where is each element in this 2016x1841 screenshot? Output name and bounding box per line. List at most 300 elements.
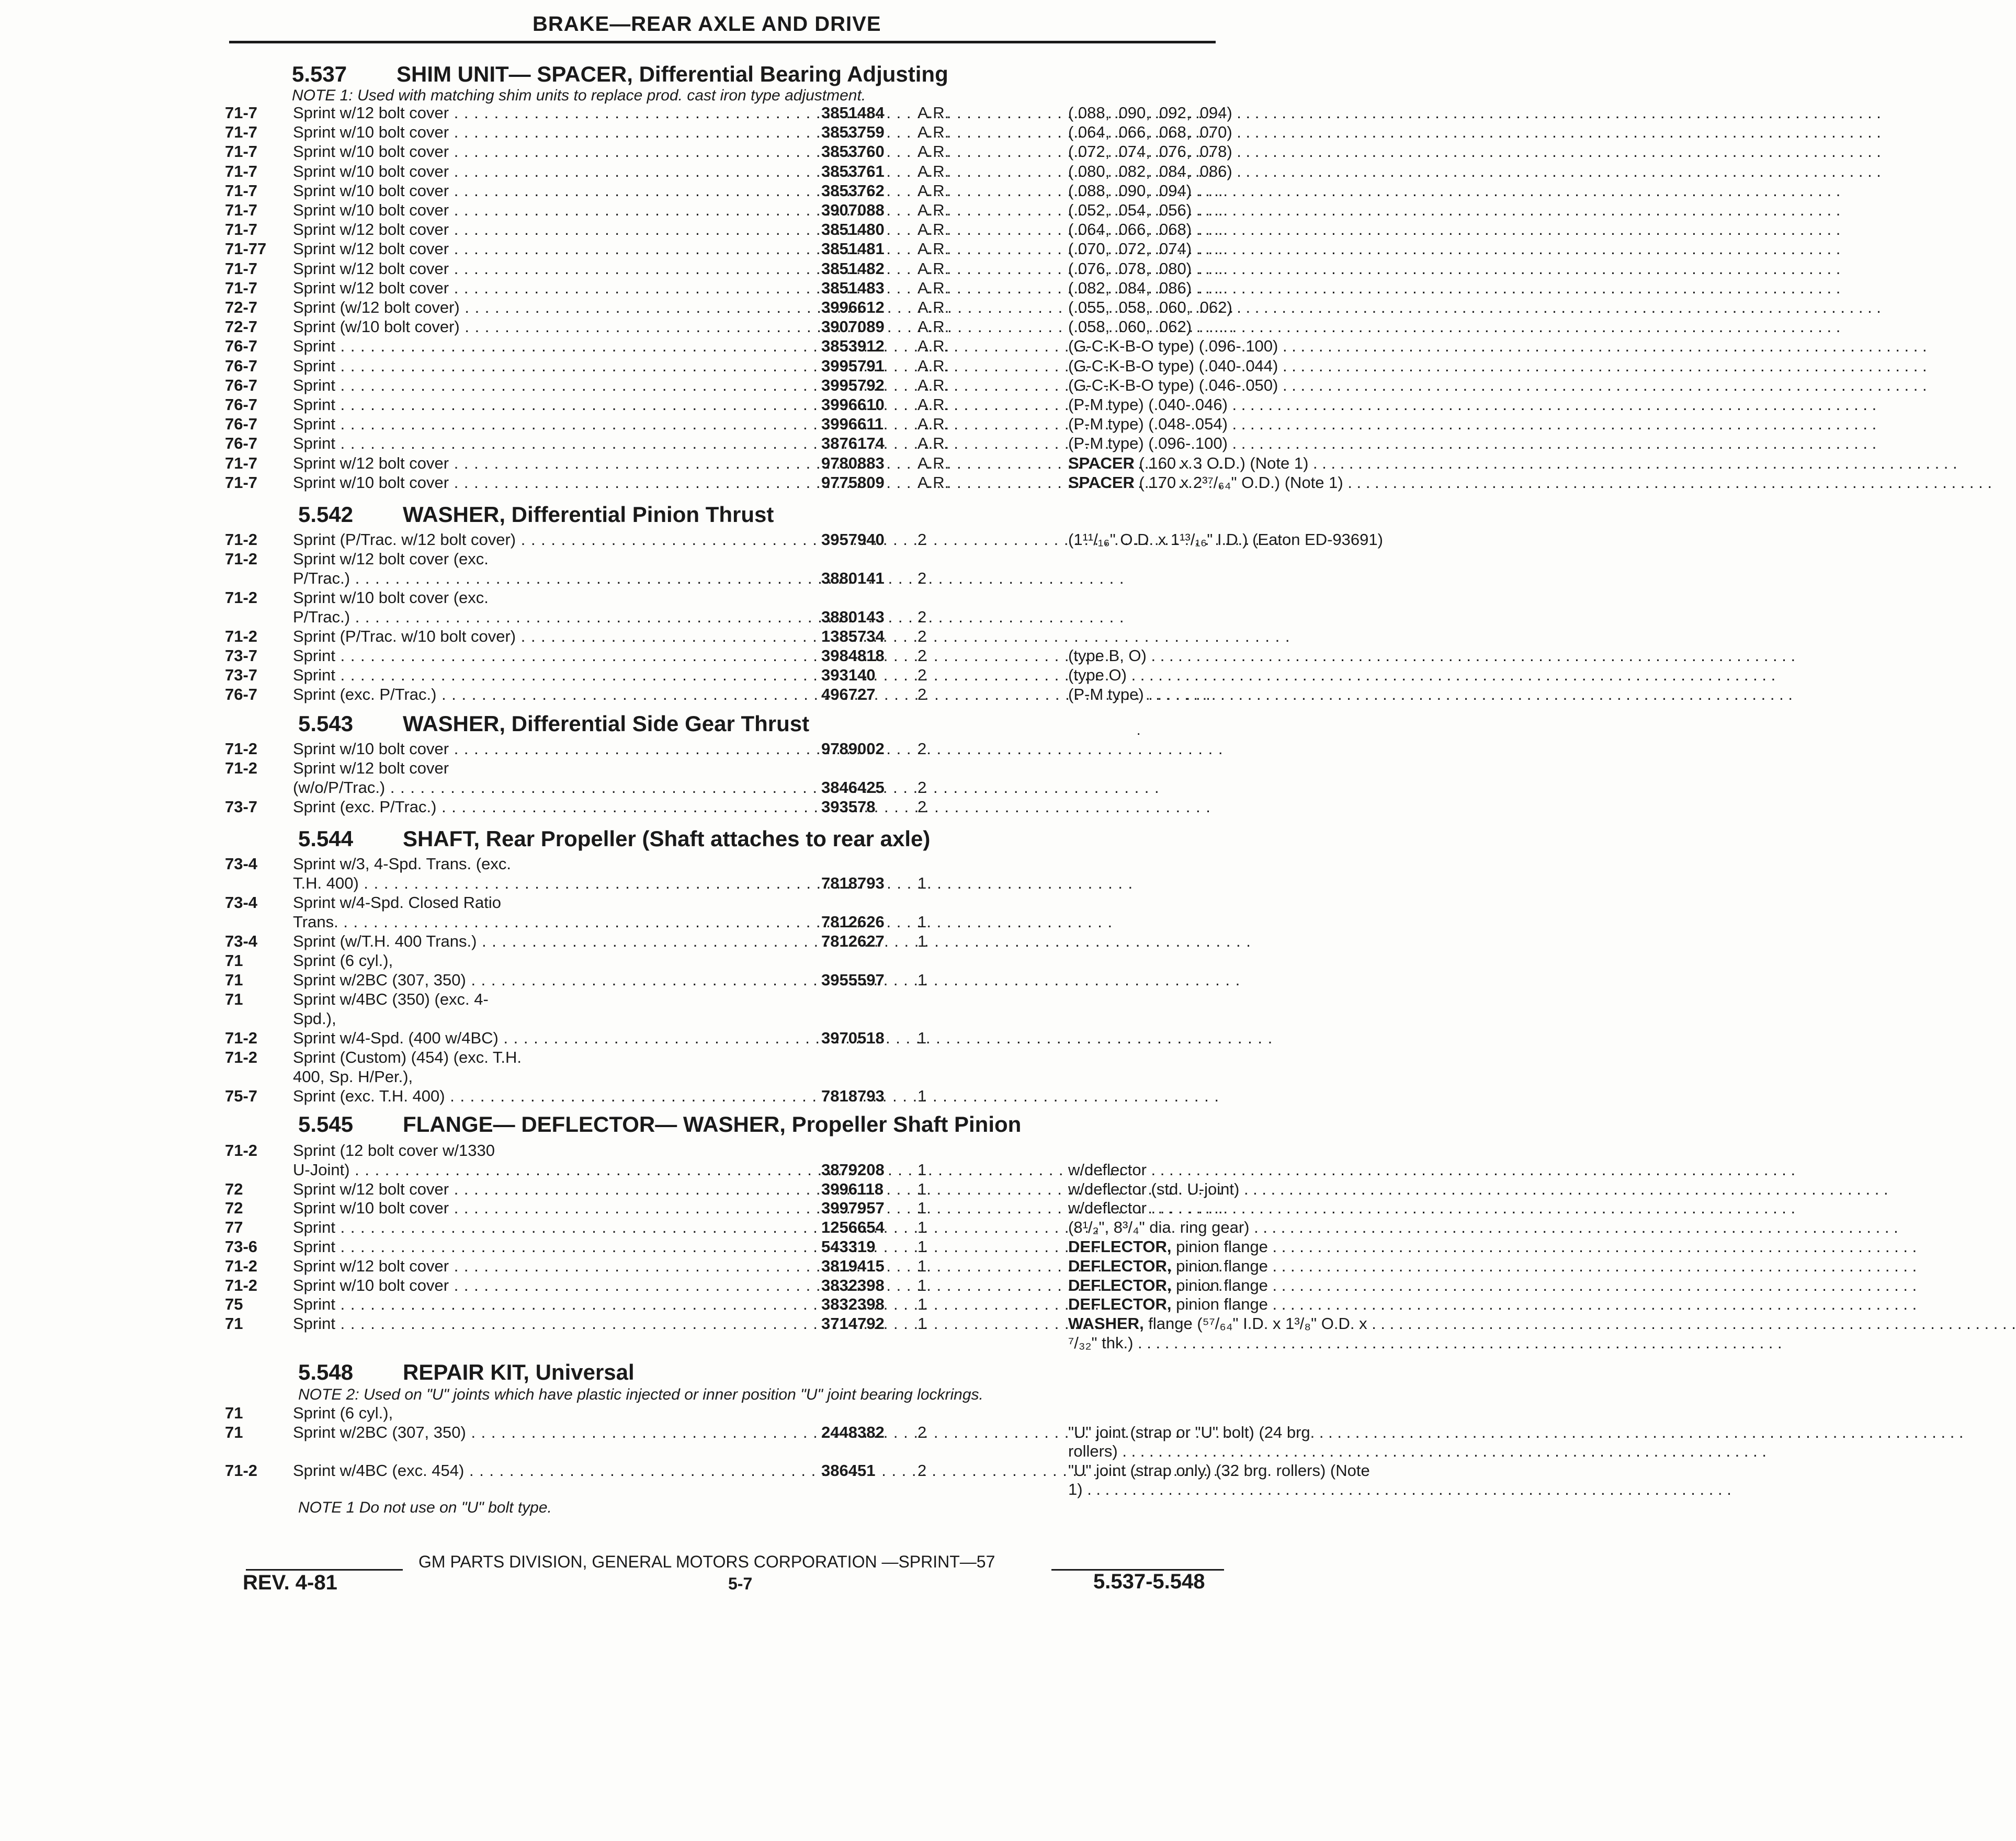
model-code: 73-7 — [225, 646, 258, 665]
section-heading — [298, 1360, 635, 1385]
table-row — [225, 1442, 1219, 1461]
model-description: Sprint . . . — [293, 1237, 803, 1256]
model-code: 71-2 — [225, 759, 258, 777]
remarks-text: pinion flange — [1171, 1237, 1268, 1256]
part-remarks — [1068, 123, 1445, 142]
remarks-text: (1¹¹/₁₆" O.D. x 1¹³/₁₆" I.D.) (Eaton ED-93691) — [1068, 530, 1383, 549]
remarks-text: (P-M type) (.096-.100) — [1068, 434, 1228, 452]
table-row — [225, 913, 1219, 932]
table-row — [225, 1067, 1219, 1087]
part-remarks — [1068, 1442, 1445, 1461]
part-number: 3851482 — [821, 259, 885, 278]
model-description: Sprint w/12 bolt cover . . . — [293, 104, 803, 122]
part-number: 3880141 — [821, 569, 885, 587]
quantity: A.R. — [918, 298, 949, 316]
quantity: 1 — [918, 1029, 927, 1047]
model-code: 71-77 — [225, 240, 267, 258]
model-description: Sprint w/10 bolt cover . . . — [293, 142, 803, 161]
model-code: 71 — [225, 990, 243, 1008]
table-row — [225, 1237, 1268, 1257]
quantity: A.R. — [918, 104, 949, 122]
section-note: NOTE 1: Used with matching shim units to replace prod. cast iron type adjustment. — [292, 87, 866, 104]
model-description: 400, Sp. H/Per.), — [293, 1067, 413, 1086]
quantity: 2 — [918, 798, 927, 816]
model-description: Sprint . . . — [293, 666, 803, 685]
quantity: 1 — [918, 913, 927, 931]
part-number: 3819415 — [821, 1257, 885, 1275]
model-description: Sprint w/12 bolt cover . . . — [293, 220, 803, 239]
model-code: 73-4 — [225, 932, 258, 950]
model-description: Sprint w/4-Spd. (400 w/4BC) . . . — [293, 1029, 803, 1048]
remarks-text: (.052, .054, .056) — [1068, 201, 1192, 219]
part-remarks — [1068, 142, 1445, 161]
part-remarks — [1068, 1161, 1445, 1179]
page-header-title: BRAKE—REAR AXLE AND DRIVE — [533, 13, 881, 36]
remarks-text: (type O) — [1068, 666, 1127, 684]
model-description: Sprint w/2BC (307, 350) . . . — [293, 1423, 803, 1442]
model-description: Sprint w/12 bolt cover . . . — [293, 259, 803, 278]
remarks-text: (.058, .060, .062) — [1068, 317, 1192, 336]
model-code: 75 — [225, 1295, 243, 1313]
part-number: 393578 — [821, 798, 876, 816]
model-code: 72-7 — [225, 298, 258, 316]
quantity: 1 — [918, 1276, 927, 1294]
part-number: 3996611 — [821, 415, 884, 433]
table-row — [225, 740, 1219, 759]
part-number: 3907088 — [821, 201, 885, 219]
model-description: Sprint . . . — [293, 646, 803, 665]
model-description: Sprint (P/Trac. w/12 bolt cover) . . . — [293, 530, 803, 549]
quantity: 1 — [918, 1180, 927, 1198]
table-row — [225, 1461, 1370, 1481]
part-number: 3996612 — [821, 298, 885, 316]
part-remarks — [1068, 685, 1445, 704]
table-row — [225, 434, 1228, 453]
remarks-keyword: SPACER — [1068, 454, 1135, 472]
quantity: 2 — [918, 569, 927, 587]
part-number: 3996118 — [821, 1180, 884, 1198]
table-row — [225, 798, 1219, 817]
part-remarks — [1068, 1314, 1445, 1333]
table-row — [225, 666, 1219, 685]
part-number: 3846425 — [821, 778, 885, 797]
remarks-text: (8¹/₂", 8³/₄" dia. ring gear) — [1068, 1218, 1250, 1236]
part-number: 2448382 — [821, 1423, 885, 1441]
footer-section-range: 5.537-5.548 — [1093, 1570, 1205, 1593]
model-code: 71-2 — [225, 1276, 258, 1294]
model-description: Sprint w/10 bolt cover (exc. — [293, 588, 489, 607]
quantity: 2 — [918, 1423, 927, 1441]
model-code: 71-7 — [225, 162, 258, 180]
quantity: A.R. — [918, 279, 949, 297]
part-number: 3853759 — [821, 123, 885, 141]
part-number: 386451 — [821, 1461, 876, 1480]
model-description: Sprint (exc. P/Trac.) . . . — [293, 685, 803, 704]
model-description: Sprint w/12 bolt cover (exc. — [293, 550, 489, 568]
table-row — [225, 1295, 1268, 1314]
quantity: 1 — [918, 1295, 927, 1313]
remarks-text: pinion flange — [1171, 1276, 1268, 1294]
table-row — [225, 627, 1219, 646]
footer-revision: REV. 4-81 — [243, 1571, 337, 1594]
table-row — [225, 971, 1219, 990]
part-number: 3957940 — [821, 530, 885, 549]
quantity: 1 — [918, 1314, 927, 1333]
part-remarks — [1068, 666, 1445, 685]
section-heading — [298, 826, 930, 851]
part-remarks — [1068, 337, 1445, 356]
remarks-text: "U" joint (strap only) (32 brg. rollers) (Note — [1068, 1461, 1370, 1480]
quantity: 2 — [918, 778, 927, 797]
remarks-text: pinion flange — [1171, 1257, 1268, 1275]
model-description: Sprint w/10 bolt cover . . . — [293, 1199, 803, 1218]
section-heading — [292, 62, 948, 87]
model-code: 76-7 — [225, 337, 258, 355]
model-code: 76-7 — [225, 357, 258, 375]
part-remarks — [1068, 240, 1445, 258]
part-number: 3997957 — [821, 1199, 885, 1217]
model-code: 76-7 — [225, 685, 258, 703]
model-description: Sprint w/10 bolt cover . . . — [293, 201, 803, 220]
part-number: 3853761 — [821, 162, 885, 180]
table-row — [225, 162, 1232, 181]
table-row — [225, 588, 1219, 608]
section-heading — [298, 502, 774, 527]
part-number: 3995791 — [821, 357, 885, 375]
model-code: 76-7 — [225, 376, 258, 394]
section-heading — [298, 1112, 1021, 1137]
remarks-text: (.064, .066, .068, .070) — [1068, 123, 1232, 141]
remarks-keyword: DEFLECTOR, — [1068, 1276, 1172, 1294]
table-row — [225, 1257, 1268, 1276]
section-heading — [298, 711, 809, 736]
remarks-text: (.080, .082, .084, .086) — [1068, 162, 1232, 180]
quantity: 2 — [918, 627, 927, 645]
model-description: Sprint . . . — [293, 395, 803, 414]
quantity: 1 — [918, 1257, 927, 1275]
quantity: 1 — [918, 1218, 927, 1236]
section-number: 5.537 — [292, 62, 347, 86]
part-remarks — [1068, 162, 1445, 181]
model-description: Sprint (6 cyl.), — [293, 1404, 393, 1422]
table-row — [225, 1276, 1268, 1295]
remarks-text: ⁷/₃₂" thk.) — [1068, 1334, 1134, 1352]
model-code: 72 — [225, 1180, 243, 1198]
model-code: 73-4 — [225, 855, 258, 873]
table-row — [225, 1161, 1219, 1180]
quantity: 1 — [918, 1237, 927, 1256]
quantity: A.R. — [918, 395, 949, 414]
model-description: Sprint w/4-Spd. Closed Ratio — [293, 893, 502, 912]
table-row — [225, 1180, 1240, 1199]
part-remarks — [1068, 201, 1445, 220]
model-description: Sprint . . . — [293, 337, 803, 356]
part-number: 3853912 — [821, 337, 885, 355]
table-row — [225, 1009, 1219, 1029]
model-description: Sprint . . . — [293, 434, 803, 453]
quantity: A.R. — [918, 434, 949, 452]
footer-page-number: 5-7 — [728, 1574, 753, 1593]
model-code: 71-2 — [225, 627, 258, 645]
part-remarks — [1068, 181, 1445, 200]
model-code: 71 — [225, 1423, 243, 1441]
model-description: Sprint . . . — [293, 1314, 803, 1333]
table-row — [225, 759, 1219, 778]
quantity: 2 — [918, 1461, 927, 1480]
part-number: 9775809 — [821, 473, 885, 492]
part-remarks — [1068, 1237, 1445, 1256]
section-footnote: NOTE 1 Do not use on "U" bolt type. — [298, 1499, 552, 1516]
model-description: Spd.), — [293, 1009, 336, 1028]
model-code: 73-7 — [225, 666, 258, 684]
remarks-text: rollers) — [1068, 1442, 1118, 1460]
model-description: Sprint (w/T.H. 400 Trans.) . . . — [293, 932, 803, 951]
model-code: 71-2 — [225, 1141, 258, 1160]
quantity: 2 — [918, 740, 927, 758]
remarks-text: (.072, .074, .076, .078) — [1068, 142, 1232, 161]
remarks-text: (G-C-K-B-O type) (.096-.100) — [1068, 337, 1278, 355]
model-code: 71-7 — [225, 279, 258, 297]
model-description: Sprint w/10 bolt cover . . . — [293, 1276, 803, 1295]
section-title-text: FLANGE— DEFLECTOR— WASHER, Propeller Shaft Pinion — [403, 1112, 1022, 1137]
model-code: 71-7 — [225, 473, 258, 492]
model-code: 71-7 — [225, 259, 258, 278]
table-row — [225, 298, 1232, 317]
part-remarks — [1068, 395, 1445, 414]
remarks-keyword: DEFLECTOR, — [1068, 1237, 1172, 1256]
model-description: U-Joint) . . . — [293, 1161, 803, 1179]
part-remarks — [1068, 415, 1445, 434]
model-description: Sprint w/4BC (350) (exc. 4- — [293, 990, 489, 1008]
model-description: Sprint (P/Trac. w/10 bolt cover) . . . — [293, 627, 803, 646]
quantity: 2 — [918, 530, 927, 549]
table-row — [225, 201, 1219, 220]
model-description: Sprint . . . — [293, 415, 803, 434]
part-number: 1385734 — [821, 627, 885, 645]
part-remarks — [1068, 298, 1445, 317]
part-number: 3853760 — [821, 142, 885, 161]
remarks-text: (P-M type) (.040-.046) — [1068, 395, 1228, 414]
remarks-text: (P-M type) (.048-.054) — [1068, 415, 1228, 433]
part-number: 496727 — [821, 685, 876, 703]
section-title-text: SHIM UNIT— SPACER, Differential Bearing Adjusting — [397, 62, 948, 86]
model-description: Sprint w/10 bolt cover . . . — [293, 162, 803, 181]
remarks-text: (G-C-K-B-O type) (.046-.050) — [1068, 376, 1278, 394]
part-number: 3851483 — [821, 279, 885, 297]
model-description: Sprint w/12 bolt cover — [293, 759, 449, 777]
remarks-text: (.088, .090, .094) — [1068, 181, 1192, 200]
remarks-text: (type B, O) — [1068, 646, 1147, 665]
quantity: A.R. — [918, 220, 949, 238]
quantity: 1 — [918, 1087, 927, 1105]
part-remarks — [1068, 646, 1445, 665]
remarks-text: (G-C-K-B-O type) (.040-.044) — [1068, 357, 1278, 375]
table-row — [225, 454, 1309, 473]
table-row — [225, 685, 1219, 704]
model-description: Sprint w/10 bolt cover . . . — [293, 181, 803, 200]
model-code: 71 — [225, 971, 243, 989]
model-description: Sprint w/10 bolt cover . . . — [293, 473, 803, 492]
part-number: 9780883 — [821, 454, 885, 472]
table-row — [225, 530, 1383, 550]
part-number: 3879208 — [821, 1161, 885, 1179]
model-description: Sprint w/12 bolt cover . . . — [293, 279, 803, 298]
part-number: 7812627 — [821, 932, 885, 950]
model-description: Sprint . . . — [293, 1295, 803, 1314]
table-row — [225, 142, 1232, 162]
section-note: NOTE 2: Used on "U" joints which have plastic injected or inner position "U" joint bearing lockrings. — [298, 1386, 983, 1403]
model-code: 71-7 — [225, 201, 258, 219]
model-code: 71 — [225, 1404, 243, 1422]
model-code: 71-7 — [225, 104, 258, 122]
table-row — [225, 240, 1219, 259]
model-code: 71-2 — [225, 1461, 258, 1480]
model-description: Sprint (w/12 bolt cover) . . . — [293, 298, 803, 317]
remarks-text: pinion flange — [1171, 1295, 1268, 1313]
section-title-text: REPAIR KIT, Universal — [403, 1360, 635, 1384]
table-row — [225, 778, 1219, 798]
model-description: Sprint (exc. P/Trac.) . . . — [293, 798, 803, 816]
model-description: Sprint w/3, 4-Spd. Trans. (exc. — [293, 855, 511, 873]
table-row — [225, 123, 1232, 142]
model-code: 71-2 — [225, 550, 258, 568]
quantity: 2 — [918, 666, 927, 684]
part-number: 3996610 — [821, 395, 885, 414]
table-row — [225, 220, 1219, 240]
part-remarks — [1068, 1257, 1445, 1276]
remarks-text: (P-M type) — [1068, 685, 1144, 703]
part-number: 3832398 — [821, 1295, 885, 1313]
remarks-keyword: WASHER, — [1068, 1314, 1144, 1333]
part-remarks — [1068, 1218, 1445, 1237]
quantity: A.R. — [918, 376, 949, 394]
model-description: (w/o/P/Trac.) . . . — [293, 778, 803, 797]
part-remarks — [1068, 1180, 1445, 1199]
model-description: Sprint (6 cyl.), — [293, 951, 393, 970]
quantity: 1 — [918, 1199, 927, 1217]
remarks-text: (.088, .090, .092, .094) — [1068, 104, 1232, 122]
model-code: 72 — [225, 1199, 243, 1217]
model-description: Sprint w/10 bolt cover . . . — [293, 123, 803, 142]
model-description: Sprint w/12 bolt cover . . . — [293, 240, 803, 258]
part-number: 3955597 — [821, 971, 885, 989]
model-code: 76-7 — [225, 434, 258, 452]
part-remarks — [1068, 1295, 1445, 1314]
model-description: Sprint (exc. T.H. 400) . . . — [293, 1087, 803, 1106]
model-code: 73-6 — [225, 1237, 258, 1256]
table-row — [225, 874, 1219, 893]
model-description: Sprint w/10 bolt cover . . . — [293, 740, 803, 758]
table-row — [225, 376, 1278, 395]
table-row — [225, 1029, 1219, 1048]
section-number: 5.545 — [298, 1112, 354, 1137]
part-remarks — [1068, 473, 1445, 492]
part-remarks — [1068, 317, 1445, 336]
quantity: A.R. — [918, 201, 949, 219]
part-number: 1256654 — [821, 1218, 885, 1236]
model-description: Sprint (Custom) (454) (exc. T.H. — [293, 1048, 522, 1066]
quantity: A.R. — [918, 142, 949, 161]
table-row — [225, 893, 1219, 913]
table-row — [225, 317, 1219, 337]
model-code: 76-7 — [225, 395, 258, 414]
remarks-text: "U" joint (strap or "U" bolt) (24 brg. — [1068, 1423, 1315, 1441]
table-row — [225, 473, 1343, 493]
table-row — [225, 259, 1219, 279]
quantity: A.R. — [918, 454, 949, 472]
section-number: 5.542 — [298, 502, 354, 527]
part-remarks — [1068, 1276, 1445, 1295]
remarks-text: (.082, .084, .086) — [1068, 279, 1192, 297]
remarks-text: (.076, .078, .080) — [1068, 259, 1192, 278]
table-row — [225, 1218, 1250, 1237]
part-number: 3851484 — [821, 104, 885, 122]
part-remarks — [1068, 1334, 1445, 1353]
model-code: 71-2 — [225, 588, 258, 607]
model-code: 71-7 — [225, 142, 258, 161]
model-description: Sprint w/4BC (exc. 454) . . . — [293, 1461, 803, 1480]
model-code: 71-2 — [225, 1048, 258, 1066]
remarks-text: (.064, .066, .068) — [1068, 220, 1192, 238]
section-title-text: WASHER, Differential Side Gear Thrust — [403, 711, 810, 736]
model-description: Trans. . . . — [293, 913, 803, 931]
quantity: 2 — [918, 685, 927, 703]
table-row — [225, 1141, 1219, 1161]
part-remarks — [1068, 104, 1445, 122]
part-number: 7818793 — [821, 1087, 885, 1105]
quantity: 2 — [918, 646, 927, 665]
quantity: A.R. — [918, 415, 949, 433]
section-number: 5.544 — [298, 826, 354, 851]
stray-mark: · — [1136, 725, 1141, 741]
model-description: T.H. 400) . . . — [293, 874, 803, 893]
part-number: 7812626 — [821, 913, 885, 931]
part-remarks — [1068, 434, 1445, 453]
model-code: 71 — [225, 1314, 243, 1333]
quantity: A.R. — [918, 240, 949, 258]
part-remarks — [1068, 279, 1445, 298]
remarks-text: 1) — [1068, 1480, 1083, 1498]
model-code: 75-7 — [225, 1087, 258, 1105]
part-number: 3853762 — [821, 181, 885, 200]
model-code: 73-7 — [225, 798, 258, 816]
model-code: 71-2 — [225, 740, 258, 758]
header-rule — [229, 41, 1216, 43]
part-remarks — [1068, 1199, 1445, 1218]
quantity: 1 — [918, 1161, 927, 1179]
footer-rule-left — [246, 1569, 403, 1571]
model-code: 71-7 — [225, 454, 258, 472]
quantity: A.R. — [918, 473, 949, 492]
remarks-text: (.160 x 3 O.D.) (Note 1) — [1134, 454, 1309, 472]
table-row — [225, 1480, 1219, 1499]
table-row — [225, 1199, 1219, 1218]
table-row — [225, 1334, 1219, 1353]
section-number: 5.548 — [298, 1360, 354, 1384]
part-number: 543319 — [821, 1237, 876, 1256]
part-number: 3714792 — [821, 1314, 885, 1333]
quantity: A.R. — [918, 317, 949, 336]
quantity: 1 — [918, 932, 927, 950]
model-description: Sprint . . . — [293, 357, 803, 376]
table-row — [225, 855, 1219, 874]
remarks-text: w/deflector (std. U-joint) — [1068, 1180, 1240, 1198]
part-number: 9789002 — [821, 740, 885, 758]
remarks-keyword: DEFLECTOR, — [1068, 1257, 1172, 1275]
part-number: 3995792 — [821, 376, 885, 394]
table-row — [225, 608, 1219, 627]
table-row — [225, 1087, 1219, 1106]
